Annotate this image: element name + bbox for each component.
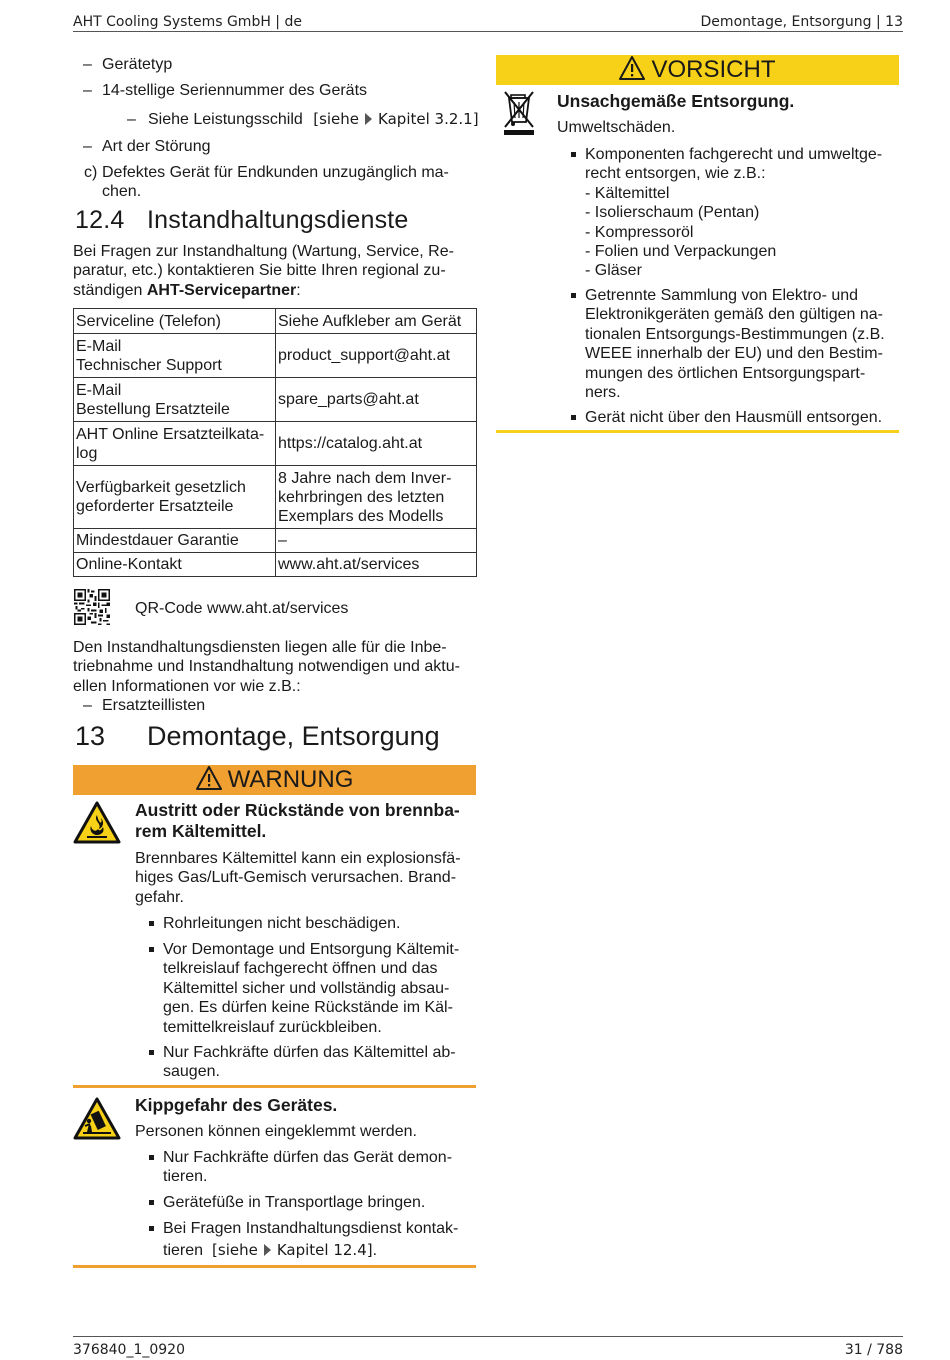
warning-banner: [73, 765, 476, 795]
list-sub-item: - Kältemittel: [585, 184, 670, 202]
list-item: Defektes Gerät für Endkunden unzugänglich ma-: [102, 164, 449, 181]
bullet-text: recht entsorgen, wie z.B.:: [585, 165, 766, 183]
info-paragraph: [73, 638, 483, 696]
cell-text: AHT Online Ersatzteilkata-: [76, 425, 265, 443]
bullet-text-part: .: [372, 1242, 378, 1260]
table-row: [74, 422, 477, 466]
caution-label: VORSICHT: [651, 56, 776, 83]
bullet-text: Getrennte Sammlung von Elektro- und: [585, 287, 859, 304]
table-cell-key: [74, 553, 276, 577]
caution-banner: [496, 55, 899, 85]
caution-end-divider: [496, 430, 899, 433]
cell-text: log: [76, 444, 98, 462]
table-row: [74, 553, 477, 577]
list-item-cont: chen.: [102, 183, 142, 200]
list-item: Ersatzteillisten: [102, 697, 206, 714]
list-sub-item: [148, 110, 479, 129]
table-cell-value: [276, 529, 477, 553]
cell-text: Bestellung Ersatzteile: [76, 400, 230, 418]
section-number: 12.4: [75, 206, 125, 234]
bullet-text: [163, 1241, 458, 1260]
flammable-icon: [73, 801, 121, 849]
sub-item-text: Siehe Leistungsschild: [148, 111, 303, 128]
cross-reference[interactable]: [313, 110, 478, 128]
dash-marker: –: [83, 697, 92, 714]
warning-heading-2: Kippgefahr des Gerätes.: [135, 1095, 338, 1115]
cell-text: E-Mail: [76, 381, 122, 399]
heading-line: Austritt oder Rückstände von brennba-: [135, 800, 460, 820]
list-item: Art der Störung: [102, 138, 211, 155]
cell-text: Siehe Aufkleber am Gerät: [278, 312, 462, 330]
header-company: AHT Cooling Systems GmbH | de: [73, 14, 302, 30]
bullet-text: ners.: [585, 384, 621, 402]
warning-divider: [73, 1085, 476, 1088]
cell-text: Technischer Support: [76, 356, 222, 374]
warning-heading-1: [135, 800, 480, 842]
page-header: [73, 12, 903, 32]
arrow-ref-icon: [264, 1244, 271, 1256]
table-row: [74, 309, 477, 334]
table-row: [74, 334, 477, 378]
desc-line: gefahr.: [135, 888, 184, 906]
cell-text: 8 Jahre nach dem Inver-: [278, 469, 452, 487]
warning-triangle-icon: [196, 766, 222, 798]
table-cell-key: [74, 378, 276, 422]
caution-heading: Unsachgemäße Entsorgung.: [557, 91, 795, 111]
bullet-item: [585, 408, 882, 427]
bullet-text: Bei Fragen Instandhaltungsdienst kontak-: [163, 1220, 459, 1237]
para-line: Den Instandhaltungsdiensten liegen alle für die Inbe-: [73, 639, 447, 656]
list-sub-item: - Isolierschaum (Pentan): [585, 204, 760, 222]
bullet-item: [163, 1148, 452, 1187]
service-table: [73, 308, 477, 577]
bullet-text: mungen des örtlichen Entsorgungspart-: [585, 364, 866, 382]
bullet-text: tieren.: [163, 1168, 208, 1186]
table-cell-key: [74, 529, 276, 553]
desc-line: higes Gas/Luft-Gemisch verursachen. Brand-: [135, 869, 457, 887]
ref-prefix: [siehe: [212, 1241, 258, 1260]
bullet-item: [163, 940, 459, 1037]
ref-target: Kapitel 3.2.1]: [378, 110, 479, 128]
para-line: ellen Informationen vor wie z.B.:: [73, 677, 301, 695]
table-row: [74, 529, 477, 553]
dash-marker: –: [127, 111, 136, 128]
list-sub-item: - Folien und Verpackungen: [585, 243, 777, 261]
section-intro: [73, 242, 483, 300]
table-cell-value[interactable]: [276, 553, 477, 577]
bullet-item: [163, 914, 401, 933]
table-cell-key: [74, 334, 276, 378]
bullet-text: Gerät nicht über den Hausmüll entsorgen.: [585, 409, 883, 426]
bullet-item: [163, 1219, 458, 1261]
intro-line: Bei Fragen zur Instandhaltung (Wartung, Service, Re-: [73, 243, 454, 260]
bullet-text: gen. Es dürfen keine Rückstände im Käl-: [163, 999, 453, 1017]
warning-description-2: Personen können eingeklemmt werden.: [135, 1123, 417, 1140]
caution-description: Umweltschäden.: [557, 119, 676, 136]
bullet-text: telkreislauf fachgerecht öffnen und das: [163, 960, 438, 978]
document-number: 376840_1_0920: [73, 1342, 185, 1358]
list-label: c): [84, 164, 98, 181]
bullet-item: [585, 145, 882, 281]
bullet-text: saugen.: [163, 1063, 220, 1081]
ref-prefix: [siehe: [313, 110, 360, 128]
cell-text: kehrbringen des letzten: [278, 488, 445, 506]
bullet-item: [163, 1043, 456, 1082]
chapter-heading: [75, 721, 440, 751]
cell-text: Verfügbarkeit gesetzlich: [76, 479, 246, 496]
table-cell-key: [74, 466, 276, 529]
warning-description-1: [135, 849, 480, 907]
arrow-ref-icon: [365, 113, 372, 125]
email-link[interactable]: spare_parts@aht.at: [278, 391, 419, 408]
qr-caption: QR-Code www.aht.at/services: [135, 600, 349, 617]
bullet-text: Vor Demontage und Entsorgung Kältemit-: [163, 941, 460, 958]
chapter-number: 13: [75, 721, 106, 751]
cell-text: –: [278, 532, 287, 549]
table-cell-value[interactable]: [276, 378, 477, 422]
list-sub-item: - Gläser: [585, 262, 642, 280]
intro-line: [73, 281, 483, 300]
bullet-text: Elektronikgeräten gemäß den gültigen na-: [585, 306, 883, 324]
dash-marker: –: [83, 138, 92, 155]
cell-text: E-Mail: [76, 337, 122, 355]
warning-label: WARNUNG: [227, 766, 354, 793]
qr-code-icon[interactable]: [74, 589, 110, 625]
url-link[interactable]: www.aht.at/services: [278, 556, 420, 573]
list-sub-item: - Kompressoröl: [585, 223, 694, 241]
list-item: Gerätetyp: [102, 56, 173, 73]
cell-text: geforderter Ersatzteile: [76, 498, 234, 515]
bullet-text: WEEE innerhalb der EU) und den Bestim-: [585, 345, 883, 363]
table-row: [74, 378, 477, 422]
list-item: 14-stellige Seriennummer des Geräts: [102, 82, 368, 99]
section-title: Instandhaltungsdienste: [147, 206, 409, 234]
bullet-text-part: tieren: [163, 1242, 204, 1260]
heading-line: rem Kältemittel.: [135, 821, 267, 841]
email-link[interactable]: product_support@aht.at: [278, 347, 450, 364]
table-row: [74, 466, 477, 529]
url-link[interactable]: https://catalog.aht.at: [278, 435, 423, 452]
tipping-hazard-icon: [73, 1097, 121, 1145]
page-footer: [73, 1336, 903, 1358]
bullet-text: Rohrleitungen nicht beschädigen.: [163, 915, 401, 932]
desc-line: Brennbares Kältemittel kann ein explosionsfä-: [135, 850, 461, 867]
bullet-text: temittelkreislauf zurückbleiben.: [163, 1018, 382, 1036]
table-cell-value: [276, 309, 477, 334]
page-number: 31 / 788: [844, 1342, 903, 1358]
intro-line: paratur, etc.) kontaktieren Sie bitte Ihren regional zu-: [73, 262, 446, 280]
bullet-item: [585, 286, 885, 402]
intro-text: ständigen: [73, 281, 147, 299]
bullet-item: [163, 1193, 425, 1212]
cross-reference[interactable]: [212, 1241, 373, 1259]
bullet-text: Kältemittel sicher und vollständig absau-: [163, 979, 450, 997]
bullet-text: Nur Fachkräfte dürfen das Kältemittel ab-: [163, 1044, 456, 1061]
intro-text: :: [296, 281, 301, 299]
table-cell-key: [74, 422, 276, 466]
bullet-text: Gerätefüße in Transportlage bringen.: [163, 1194, 426, 1211]
weee-bin-icon: [502, 89, 536, 142]
bullet-text: tionalen Entsorgungs-Bestimmungen (z.B.: [585, 325, 885, 343]
dash-marker: –: [83, 56, 92, 73]
table-cell-value[interactable]: [276, 422, 477, 466]
header-chapter: Demontage, Entsorgung | 13: [700, 14, 903, 30]
chapter-title: Demontage, Entsorgung: [147, 721, 440, 751]
bullet-text: Nur Fachkräfte dürfen das Gerät demon-: [163, 1149, 453, 1166]
service-partner-label: AHT-Servicepartner: [146, 281, 297, 299]
dash-marker: –: [83, 82, 92, 99]
cell-text: Exemplars des Modells: [278, 507, 444, 525]
table-cell-value[interactable]: [276, 334, 477, 378]
warning-end-divider: [73, 1265, 476, 1268]
table-cell-key: [74, 309, 276, 334]
warning-triangle-icon: [619, 56, 645, 88]
cell-text: Mindestdauer Garantie: [76, 532, 239, 549]
section-heading: [75, 206, 409, 234]
cell-text: Serviceline (Telefon): [76, 312, 221, 330]
table-cell-value: [276, 466, 477, 529]
ref-target: Kapitel 12.4]: [276, 1241, 373, 1260]
cell-text: Online-Kontakt: [76, 556, 182, 573]
bullet-text: Komponenten fachgerecht und umweltge-: [585, 146, 883, 163]
para-line: triebnahme und Instandhaltung notwendigen und aktu-: [73, 658, 460, 676]
